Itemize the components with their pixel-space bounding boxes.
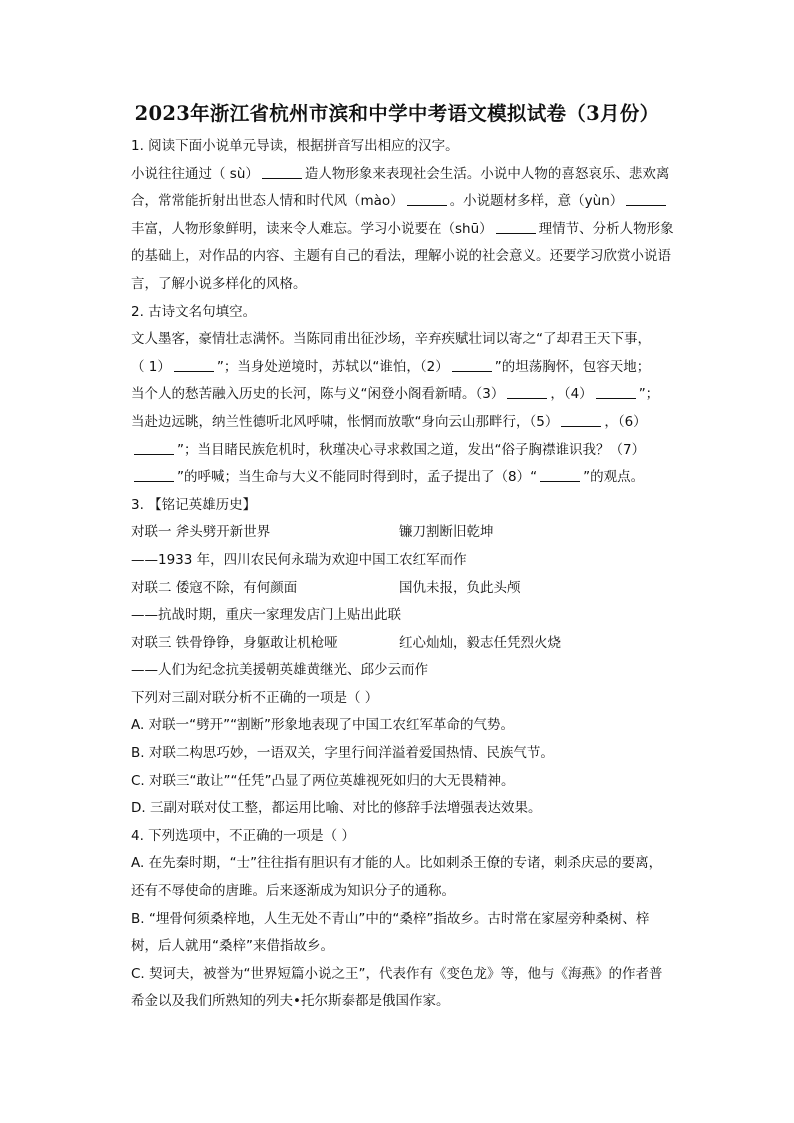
q2-line	[131, 381, 691, 409]
answer-blank[interactable]	[134, 467, 174, 482]
q2-text: ”的呼喊；当生命与大义不能同时得到时，孟子提出了（8）“	[177, 469, 538, 486]
answer-blank[interactable]	[540, 467, 580, 482]
answer-blank[interactable]	[507, 384, 547, 399]
q2-line	[131, 464, 691, 492]
answer-blank[interactable]	[452, 357, 492, 372]
q3-option-c[interactable]: C. 对联三“敢让”“任凭”凸显了两位英雄视死如归的大无畏精神。	[131, 772, 515, 789]
couplet-note: ——抗战时期，重庆一家理发店门上贴出此联	[131, 607, 401, 624]
q1-text: 造人物形象来表现社会生活。小说中人物的喜怒哀乐、悲欢离	[304, 165, 670, 182]
q2-text: ”；	[638, 386, 660, 403]
answer-blank[interactable]	[407, 191, 447, 206]
q2-line	[131, 354, 691, 382]
q4-prompt: 4. 下列选项中，不正确的一项是（ ）	[131, 827, 355, 844]
q2-text: ”；当目睹民族危机时，秋瑾决心寻求救国之道，发出“俗子胸襟谁识我？（7）	[177, 441, 646, 458]
q3-prompt: 3. 【铭记英雄历史】	[131, 496, 257, 513]
q3-option-b[interactable]: B. 对联二构思巧妙，一语双关，字里行间洋溢着爱国热情、民族气节。	[131, 745, 554, 762]
q1-prompt: 1. 阅读下面小说单元导读，根据拼音写出相应的汉字。	[131, 138, 459, 154]
q4-option-b[interactable]: B. “埋骨何须桑梓地，人生无处不青山”中的“桑梓”指故乡。古时常在家屋旁种桑树、梓	[131, 910, 650, 927]
q4-option-c-cont: 希金以及我们所熟知的列夫•托尔斯泰都是俄国作家。	[131, 993, 450, 1010]
q1-text: 合，常常能折射出世态人情和时代风（mào）	[131, 193, 404, 210]
q2-line: 文人墨客，豪情壮志满怀。当陈同甫出征沙场，辛弃疾赋壮词以寄之“了却君王天下事，	[131, 331, 651, 348]
q1-line: 的基础上，对作品的内容、主题有自己的看法，理解小说的社会意义。还要学习欣赏小说语	[131, 248, 671, 265]
q2-text: 当个人的愁苦融入历史的长河，陈与义“闲登小阁看新晴。（3）	[131, 386, 505, 403]
answer-blank[interactable]	[626, 191, 666, 206]
answer-blank[interactable]	[262, 164, 302, 179]
couplet-note: ——人们为纪念抗美援朝英雄黄继光、邱少云而作	[131, 662, 428, 679]
couplet-3	[131, 630, 691, 658]
couplet-2	[131, 575, 691, 603]
q4-option-b-cont: 树，后人就用“桑梓”来借指故乡。	[131, 938, 334, 955]
q1-line	[131, 161, 691, 189]
q1-text: 丰富，人物形象鲜明，读来令人难忘。学习小说要在（shū）	[131, 220, 493, 237]
q3-ask: 下列对三副对联分析不正确的一项是（ ）	[131, 689, 379, 706]
q2-text: ，（6）	[604, 413, 647, 430]
q3-option-d[interactable]: D. 三副对联对仗工整，都运用比喻、对比的修辞手法增强表达效果。	[131, 800, 542, 817]
q2-text: （ 1）	[131, 358, 171, 375]
couplet-right: 红心灿灿，毅志任凭烈火烧	[399, 634, 561, 651]
q1-line	[131, 188, 691, 216]
q1-text: 理情节、分析人物形象	[538, 220, 674, 237]
couplet-left: 对联一 斧头劈开新世界	[131, 524, 271, 541]
q2-text: ”的坦荡胸怀，包容天地；	[494, 358, 651, 375]
q1-text: 。小说题材多样，意（yùn）	[449, 193, 624, 210]
q2-text: ”；当身处逆境时，苏轼以“谁怕，（2）	[216, 358, 449, 375]
couplet-left: 对联三 铁骨铮铮，身躯敢让机枪哑	[131, 634, 338, 651]
q2-text: ”的观点。	[583, 469, 645, 486]
answer-blank[interactable]	[561, 412, 601, 427]
q2-prompt: 2. 古诗文名句填空。	[131, 303, 257, 320]
answer-blank[interactable]	[496, 219, 536, 234]
q1-line: 言，了解小说多样化的风格。	[131, 275, 307, 292]
q4-option-c[interactable]: C. 契诃夫，被誉为“世界短篇小说之王”，代表作有《变色龙》等，他与《海燕》的作者普	[131, 965, 663, 982]
couplet-left: 对联二 倭寇不除，有何颜面	[131, 579, 298, 596]
q1-line	[131, 216, 691, 244]
couplet-note: ——1933 年，四川农民何永瑞为欢迎中国工农红军而作	[131, 551, 467, 568]
q2-line	[131, 437, 691, 465]
answer-blank[interactable]	[596, 384, 636, 399]
couplet-right: 国仇未报，负此头颅	[399, 579, 521, 596]
q4-option-a-cont: 还有不辱使命的唐雎。后来逐渐成为知识分子的通称。	[131, 883, 455, 900]
page-title: 2023年浙江省杭州市滨和中学中考语文模拟试卷（3月份）	[134, 102, 660, 125]
couplet-1	[131, 519, 691, 547]
q3-option-a[interactable]: A. 对联一“劈开”“割断”形象地表现了中国工农红军革命的气势。	[131, 717, 515, 734]
exam-content	[131, 133, 691, 1016]
answer-blank[interactable]	[134, 440, 174, 455]
q4-option-a[interactable]: A. 在先秦时期，“士”往往指有胆识有才能的人。比如刺杀王僚的专诸，刺杀庆忌的要离，	[131, 855, 663, 872]
q2-text: ，（4）	[550, 386, 593, 403]
q2-text: 当赴边远眺，纳兰性德听北风呼啸，怅惘而放歌“身向云山那畔行，（5）	[131, 413, 559, 430]
q2-line	[131, 409, 691, 437]
answer-blank[interactable]	[174, 357, 214, 372]
q1-text: 小说往往通过（ sù）	[131, 165, 259, 182]
couplet-right: 镰刀割断旧乾坤	[399, 524, 494, 541]
